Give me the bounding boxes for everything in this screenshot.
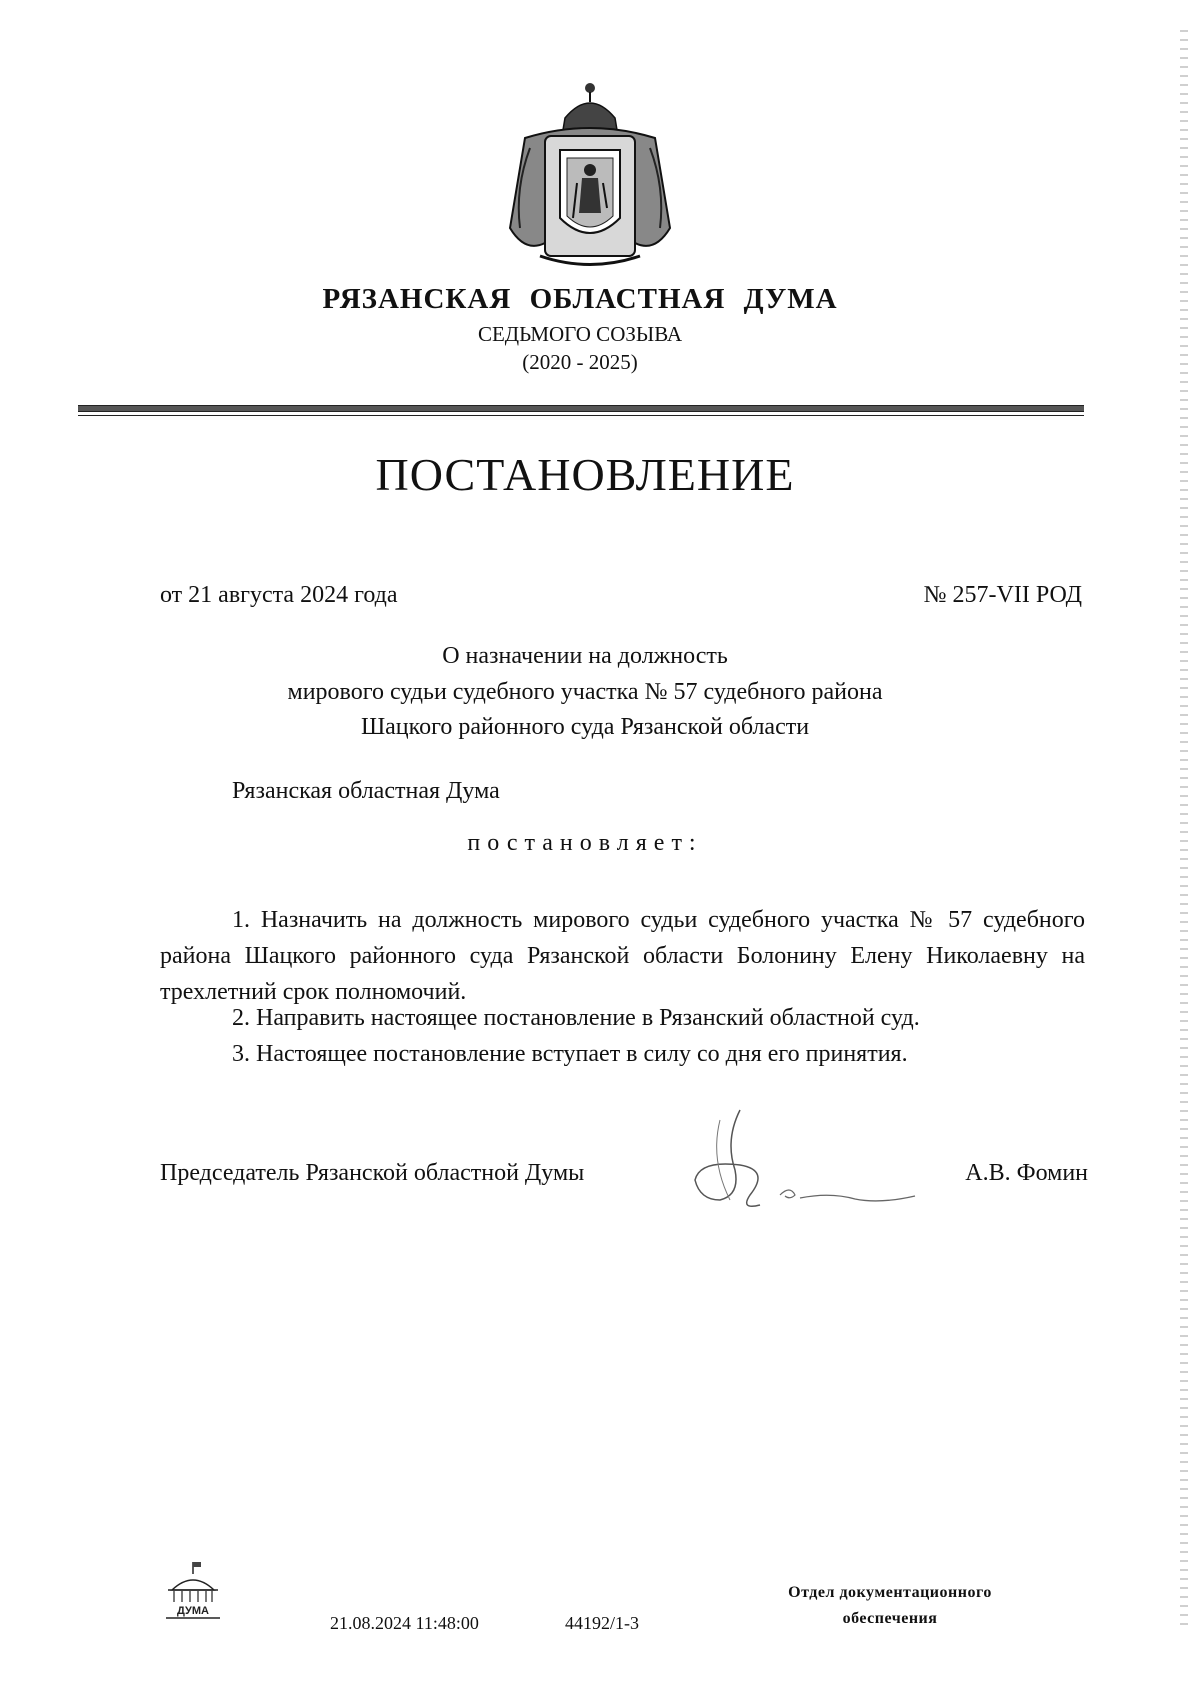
coat-of-arms-icon: [505, 78, 675, 276]
registration-timestamp: 21.08.2024 11:48:00: [330, 1613, 479, 1633]
signatory-position: Председатель Рязанской областной Думы: [160, 1160, 585, 1186]
handwritten-signature-icon: [680, 1100, 940, 1220]
header-divider-thin: [78, 415, 1084, 416]
footer-logo-text: ДУМА: [177, 1605, 209, 1617]
department-line-1: Отдел документационного: [788, 1584, 992, 1601]
decrees-word: постановляет:: [467, 830, 703, 856]
document-date: от 21 августа 2024 года: [160, 582, 398, 608]
point-1: 1. Назначить на должность мирового судьи судебного участка № 57 судебного района Шацкого районного суда Рязанской области Болонину Елену Николаевну на трехлетний срок полномочий.: [160, 907, 1085, 1005]
point-2: 2. Направить настоящее постановление в Рязанский областной суд.: [232, 1005, 920, 1031]
intro-text: Рязанская областная Дума: [232, 778, 500, 804]
document-type-title: ПОСТАНОВЛЕНИЕ: [375, 449, 795, 500]
organization-title: РЯЗАНСКАЯ ОБЛАСТНАЯ ДУМА: [322, 283, 838, 315]
department-stamp: [730, 1580, 1050, 1632]
header-divider: [78, 405, 1084, 412]
convocation-years: (2020 - 2025): [522, 350, 638, 374]
scan-edge-marks: [1180, 30, 1188, 1630]
department-line-2: обеспечения: [842, 1610, 938, 1627]
subject-line-1: О назначении на должность: [442, 643, 728, 669]
point-3: 3. Настоящее постановление вступает в силу со дня его принятия.: [232, 1041, 908, 1067]
duma-building-logo-icon: [160, 1560, 226, 1622]
document-number: № 257-VII РОД: [923, 582, 1082, 608]
subject-line-2: мирового судьи судебного участка № 57 судебного района: [287, 679, 883, 705]
convocation-label: СЕДЬМОГО СОЗЫВА: [477, 322, 683, 346]
registration-number: 44192/1-3: [565, 1613, 639, 1633]
subject-line-3: Шацкого районного суда Рязанской области: [360, 714, 810, 740]
signatory-name: А.В. Фомин: [965, 1160, 1088, 1186]
